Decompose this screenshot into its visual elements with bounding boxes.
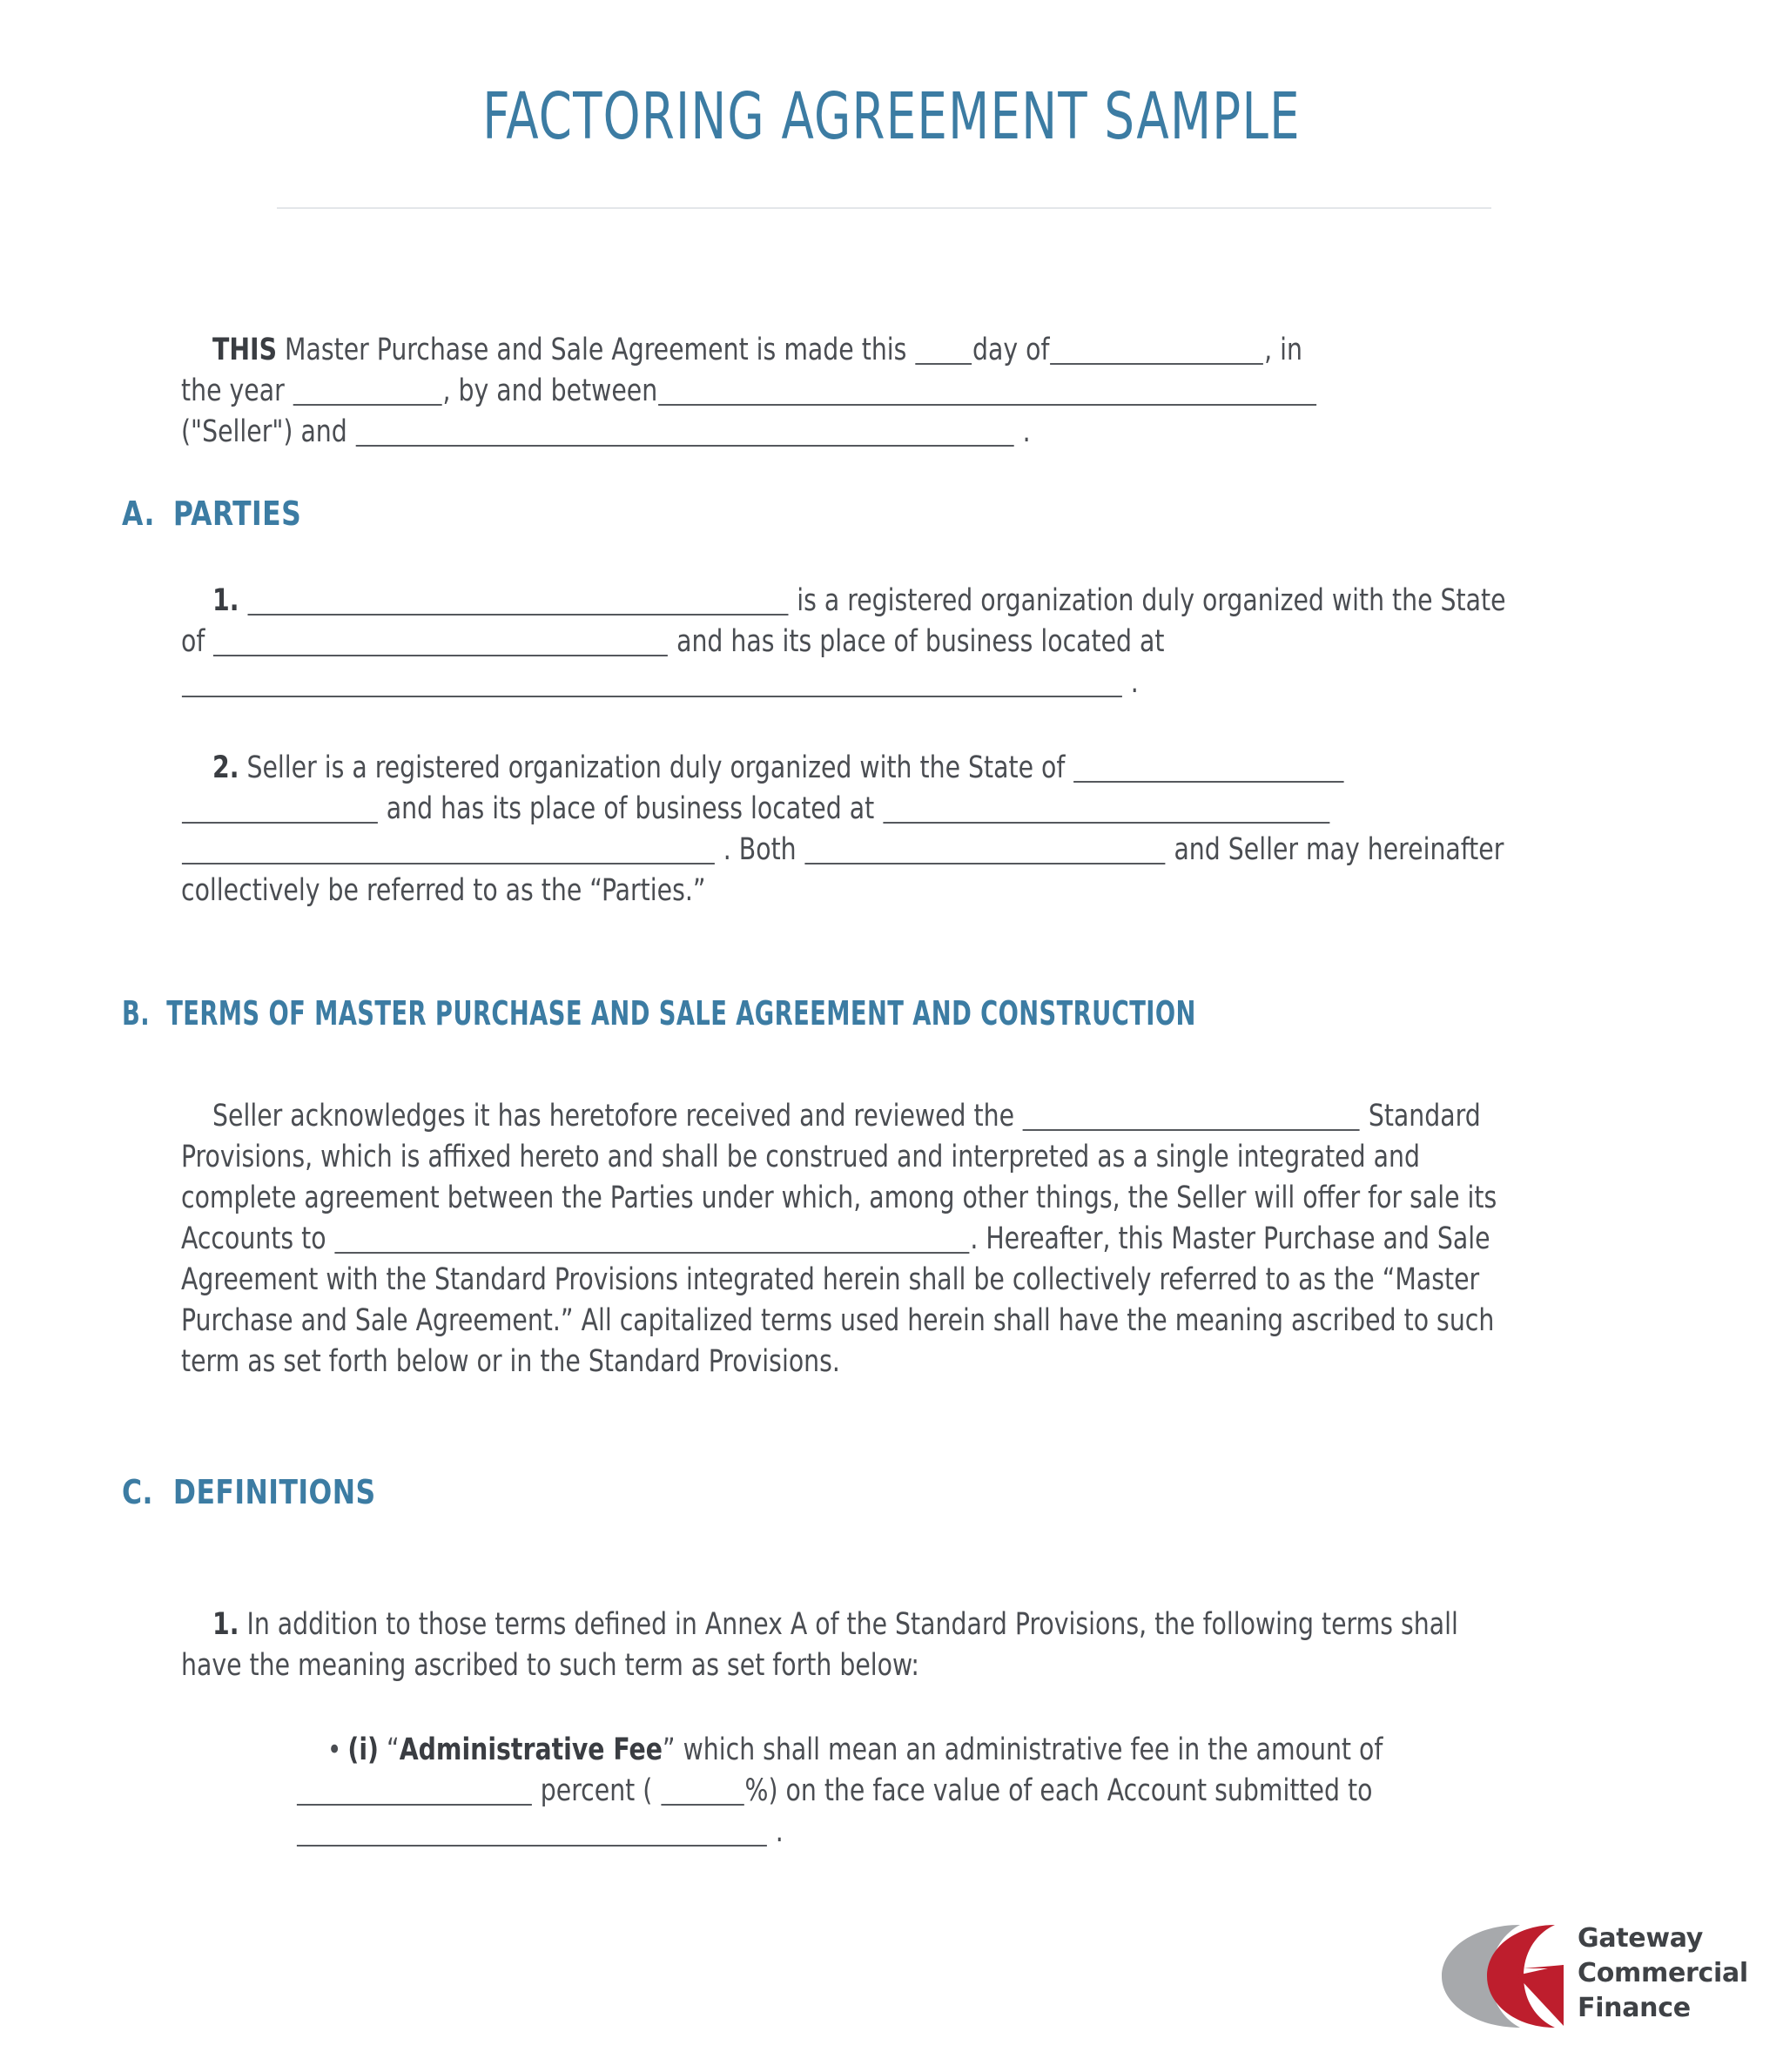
company-logo [1436,1920,1748,2033]
item-a2-text-a: Seller is a registered organization duly organized with the State of [239,750,1073,785]
blank-month[interactable] [1050,337,1263,365]
quote-close: ” [662,1732,676,1767]
section-b-text-b: Standard Provisions, which is affixed hereto and shall be construed and interpreted as a single integrated and complete agreement between the Parties under which, among other things, the Seller will offer for sale its Accounts to [181,1099,1505,1256]
preamble-line3b: . [1014,414,1031,449]
defined-term-administrative-fee: Administrative Fee [399,1732,663,1767]
logo-line-1: Gateway [1578,1923,1704,1954]
bullet-marker: • [327,1732,342,1767]
preamble-line2a: the year [181,373,293,408]
section-b-text-c: . Hereafter, this Master Purchase and Sale Agreement with the Standard Provisions integrated herein shall be collectively referred to as the “Master Purchase and Sale Agreement.” All capitalized terms used herein shall have the meaning ascribed to such term as set forth below or in the Standard Provisions. [181,1221,1503,1379]
blank-year[interactable] [293,378,442,406]
item-c1-number: 1. [212,1607,239,1642]
bullet-roman-label: (i) [347,1732,380,1767]
blank-counterparty-name[interactable] [356,419,1014,447]
preamble-line2b: , by and between [442,373,658,408]
section-b-text-a: Seller acknowledges it has heretofore received and reviewed the [212,1099,1023,1134]
blank-seller-address-2[interactable] [182,837,715,864]
blank-seller-address-1[interactable] [883,796,1329,824]
blank-buyer-address[interactable] [182,669,1122,697]
blank-party-name[interactable] [658,378,1316,406]
blank-fee-percent-number[interactable] [661,1778,743,1806]
blank-accounts-buyer[interactable] [334,1226,969,1254]
item-a1-text-d: . [1122,665,1139,700]
section-b-title: TERMS OF MASTER PURCHASE AND SALE AGREEMENT AND CONSTRUCTION [166,994,1196,1033]
blank-seller-state-1[interactable] [1073,755,1344,783]
blank-both-party[interactable] [805,837,1166,864]
section-a-letter: A. [122,494,155,533]
preamble-line1a: Master Purchase and Sale Agreement is made this [277,333,915,367]
item-a1-text-a [239,583,246,618]
preamble-line1b: day of [972,333,1050,367]
bullet-text-d: . [767,1814,784,1849]
logo-line-3: Finance [1578,1993,1691,2023]
item-a1-text-c: and has its place of business located at [669,624,1173,659]
gateway-logo-mark-icon [1436,1923,1567,2029]
item-a1-number: 1. [212,583,239,618]
item-a2-text-b: and has its place of business located at [378,791,883,826]
logo-line-2: Commercial [1578,1958,1748,1988]
item-a2-text-c: . Both [715,832,804,867]
title-divider [277,207,1491,209]
bullet-text-c: %) on the face value of each Account submitted to [744,1773,1381,1808]
preamble-lead: THIS [212,333,278,367]
item-a2-text-d: and Seller may hereinafter collectively be referred to as the “Parties.” [181,832,1512,908]
item-a2-number: 2. [212,750,239,785]
page-title: FACTORING AGREEMENT SAMPLE [482,79,1301,154]
preamble-line1c: , in [1264,333,1302,367]
section-heading-a [122,494,301,533]
quote-open: “ [387,1732,400,1767]
section-a-title: PARTIES [172,494,302,533]
blank-fee-percent-words[interactable] [297,1778,532,1806]
section-b-letter: B. [122,994,151,1033]
item-a1-text-b: is a registered organization duly organized with the State of [181,583,1514,659]
blank-provisions-owner[interactable] [1023,1103,1360,1131]
definition-bullet-administrative-fee [296,1689,1518,1894]
preamble-paragraph [181,289,1497,494]
section-heading-b [122,994,1196,1033]
section-heading-c [122,1473,376,1511]
bullet-text-b: percent ( [532,1773,661,1808]
preamble-line3a: ("Seller") and [181,414,355,449]
section-b-body [181,1055,1513,1423]
item-c1-text: In addition to those terms defined in Annex A of the Standard Provisions, the following terms shall have the meaning ascribed to such term as set forth below: [181,1607,1466,1683]
section-a-item-2 [181,707,1513,952]
blank-account-recipient[interactable] [297,1819,767,1847]
logo-wordmark [1578,1921,1748,2026]
blank-buyer-state[interactable] [213,629,668,656]
blank-day[interactable] [915,337,972,365]
blank-buyer-name[interactable] [247,588,788,616]
section-c-letter: C. [122,1473,153,1511]
section-c-title: DEFINITIONS [172,1473,376,1511]
bullet-text-a: which shall mean an administrative fee in the amount of [675,1732,1391,1767]
blank-seller-state-2[interactable] [182,796,378,824]
